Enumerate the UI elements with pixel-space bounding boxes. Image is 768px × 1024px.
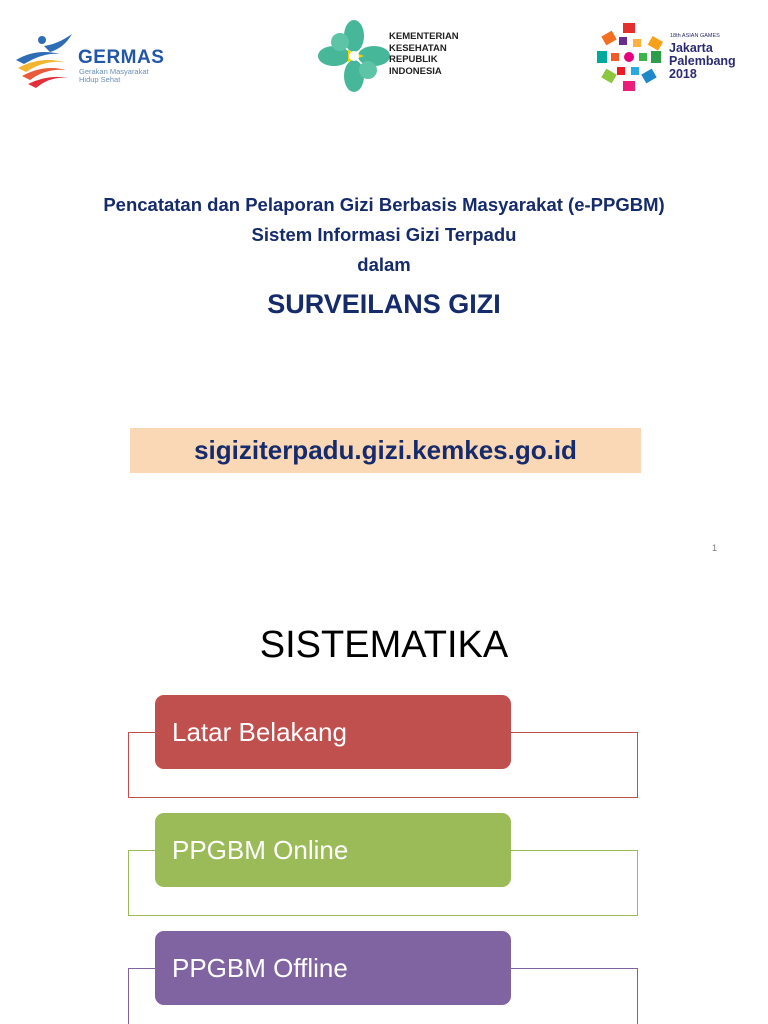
asian-games-subtitle: 18th ASIAN GAMES [670,33,720,39]
kemenkes-line-2: KESEHATAN [389,42,447,54]
menu-item-ppgbm-offline[interactable] [155,931,511,1005]
kemenkes-line-4: INDONESIA [389,65,442,77]
kemenkes-wordmark [389,31,469,77]
asian-games-line-3: 2018 [669,67,697,81]
germas-wordmark: GERMAS [78,47,165,68]
menu-item-ppgbm-online[interactable] [155,813,511,887]
kemenkes-line-3: REPUBLIK [389,54,438,65]
kemenkes-line-1: KEMENTERIAN [389,31,459,42]
asian-games-line-2: Palembang [669,54,736,68]
title-main: SURVEILANS GIZI [267,289,501,319]
menu-item-latar-belakang[interactable] [155,695,511,769]
slide-2 [0,572,768,1024]
title-line-2: Sistem Informasi Gizi Terpadu [251,224,517,245]
asian-games-wordmark [669,42,749,81]
website-url-link[interactable]: sigiziterpadu.gizi.kemkes.go.id [130,428,641,473]
asian-games-line-1: Jakarta [669,41,713,55]
slide-page-number: 1 [712,543,718,553]
title-line-3: dalam [357,254,411,275]
slide-2-title: SISTEMATIKA [259,624,509,666]
germas-tagline-line2: Hidup Sehat [79,75,121,84]
germas-tagline-line1: Gerakan Masyarakat [79,67,149,76]
title-line-1: Pencatatan dan Pelaporan Gizi Berbasis Masyarakat (e-PPGBM) [103,194,665,215]
menu-item-label: PPGBM Online [172,834,349,865]
menu-item-label: Latar Belakang [172,716,347,747]
slide-1-title-block [0,190,768,324]
menu-item-label: PPGBM Offline [172,952,348,983]
germas-tagline [79,68,169,84]
